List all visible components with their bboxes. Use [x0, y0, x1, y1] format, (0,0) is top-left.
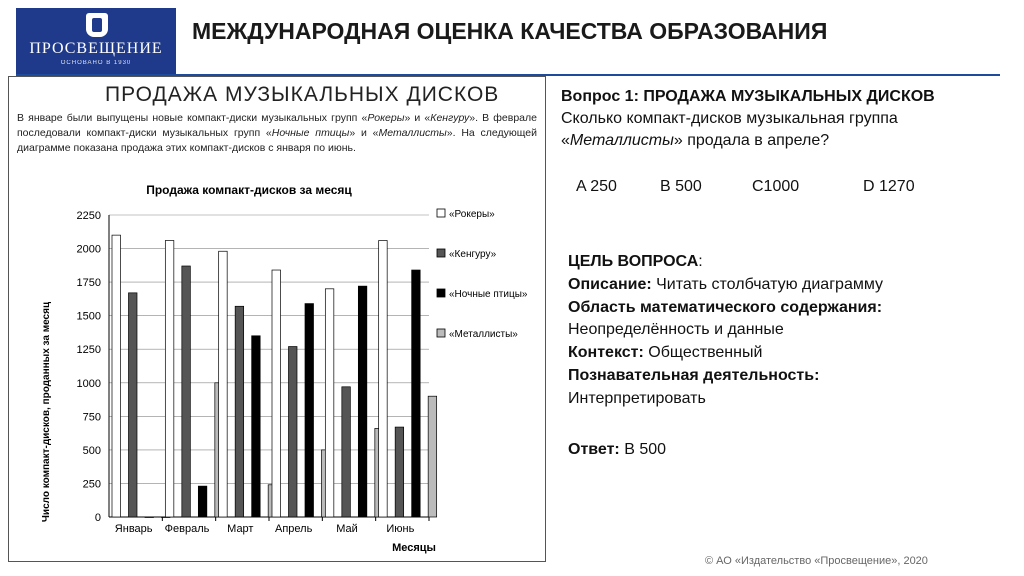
- sales-bar-chart: [9, 177, 545, 559]
- question-label: Вопрос 1: ПРОДАЖА МУЗЫКАЛЬНЫХ ДИСКОВ: [561, 88, 935, 105]
- legend-label: «Ночные птицы»: [449, 289, 528, 300]
- bar: [182, 266, 191, 517]
- goal-label: ЦЕЛЬ ВОПРОСА: [568, 253, 699, 270]
- slide-title: МЕЖДУНАРОДНАЯ ОЦЕНКА КАЧЕСТВА ОБРАЗОВАНИЯ: [192, 18, 828, 44]
- description-value: Читать столбчатую диаграмму: [656, 275, 884, 293]
- answer-value: B 500: [624, 441, 667, 458]
- task-figure: [8, 76, 546, 562]
- option-b: B 500: [660, 178, 702, 195]
- x-tick-label: Январь: [114, 523, 153, 535]
- area-label: Область математического содержания:: [568, 298, 883, 316]
- bar: [428, 396, 437, 517]
- y-tick-label: 2000: [76, 243, 101, 256]
- answer-label: Ответ:: [568, 441, 620, 458]
- option-a: A 250: [576, 178, 617, 195]
- figure-title: ПРОДАЖА МУЗЫКАЛЬНЫХ ДИСКОВ: [105, 83, 500, 106]
- legend-swatch: [437, 329, 445, 337]
- question-metadata: ЦЕЛЬ ВОПРОСА: Описание: Читать столбчатую диаграмму Область математического содержания: Неопределённость и данные Контекст: Общественный Познавательная деятельность: Интерпретировать: [568, 251, 1008, 411]
- bar: [145, 517, 154, 518]
- x-tick-label: Апрель: [275, 523, 313, 535]
- y-tick-label: 250: [82, 478, 101, 491]
- copyright: © АО «Издательство «Просвещение», 2020: [705, 555, 928, 567]
- bar: [358, 286, 367, 517]
- logo-emblem-icon: [86, 13, 108, 37]
- x-tick-label: Июнь: [386, 523, 415, 535]
- legend-swatch: [437, 209, 445, 217]
- description-label: Описание:: [568, 275, 652, 293]
- y-tick-label: 500: [82, 444, 101, 457]
- legend-label: «Кенгуру»: [449, 249, 497, 260]
- chart-title: Продажа компакт-дисков за месяц: [146, 183, 352, 197]
- bar: [325, 289, 334, 517]
- bar: [252, 336, 261, 517]
- publisher-logo: [16, 8, 176, 74]
- bar: [219, 251, 228, 517]
- bar: [412, 270, 421, 517]
- y-tick-label: 1000: [76, 377, 101, 390]
- context-label: Контекст:: [568, 344, 644, 362]
- bar: [395, 427, 404, 517]
- option-d: D 1270: [863, 178, 915, 195]
- context-value: Общественный: [648, 344, 763, 362]
- bar: [289, 347, 298, 517]
- legend-label: «Рокеры»: [449, 209, 495, 220]
- x-tick-label: Март: [227, 523, 254, 535]
- y-tick-label: 2250: [76, 210, 101, 222]
- bar: [272, 270, 281, 517]
- bar: [235, 306, 244, 517]
- bar: [165, 241, 174, 517]
- option-c: C1000: [752, 178, 800, 195]
- legend-swatch: [437, 289, 445, 297]
- chart-x-axis-label: Месяцы: [392, 542, 436, 554]
- figure-description: В январе были выпущены новые компакт-диски музыкальных групп «Рокеры» и «Кенгуру». В феврале последовали компакт-диски музыкальных групп «Ночные птицы» и «Металлисты». На следующей диаграмме показана продажа этих компакт-дисков с января по июнь.: [17, 112, 537, 154]
- y-tick-label: 1250: [76, 344, 101, 357]
- y-tick-label: 1500: [76, 310, 101, 323]
- x-tick-label: Май: [336, 523, 358, 535]
- area-value: Неопределённость и данные: [568, 321, 784, 339]
- question-text: Сколько компакт-дисков музыкальная группа «Металлисты» продала в апреле?: [561, 110, 898, 149]
- bar: [305, 304, 314, 517]
- bar: [129, 293, 138, 517]
- cognitive-label: Познавательная деятельность:: [568, 366, 820, 384]
- x-tick-label: Февраль: [164, 523, 210, 535]
- logo-name: ПРОСВЕЩЕНИЕ: [29, 40, 163, 57]
- bar: [198, 486, 207, 517]
- y-tick-label: 0: [94, 512, 101, 524]
- logo-founded: ОСНОВАНО В 1930: [60, 60, 132, 66]
- y-tick-label: 750: [82, 411, 101, 424]
- legend-label: «Металлисты»: [449, 329, 518, 340]
- cognitive-value: Интерпретировать: [568, 389, 706, 407]
- chart-y-axis-label: Число компакт-дисков, проданных за месяц: [41, 301, 52, 523]
- legend-swatch: [437, 249, 445, 257]
- correct-answer: [568, 441, 666, 459]
- y-tick-label: 1750: [76, 277, 101, 290]
- bar: [112, 235, 121, 517]
- question-block: [561, 86, 1016, 152]
- bar: [342, 387, 351, 517]
- bar: [379, 241, 388, 517]
